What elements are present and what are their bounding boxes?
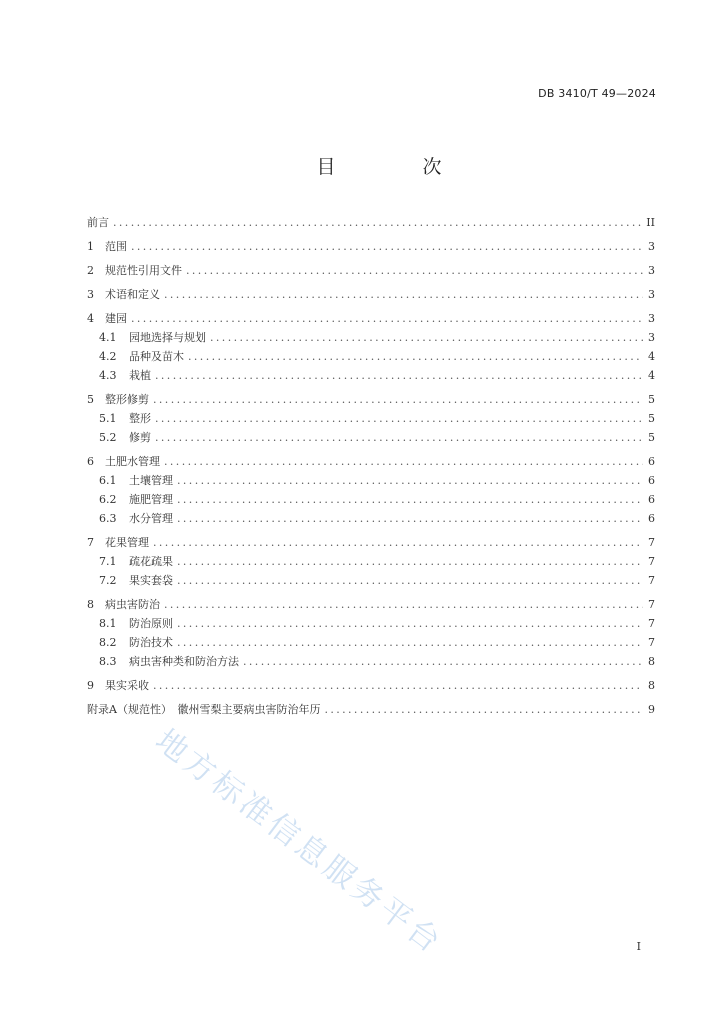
toc-leader-dots — [153, 680, 643, 692]
toc-entry[interactable] — [99, 494, 655, 506]
toc-entry[interactable] — [87, 537, 655, 549]
toc-entry[interactable] — [87, 313, 655, 325]
toc-entry[interactable] — [87, 289, 655, 301]
toc-entry-page: II — [646, 216, 655, 229]
toc-leader-dots — [153, 394, 643, 406]
toc-leader-dots — [210, 332, 643, 344]
toc-entry-page: 3 — [648, 240, 655, 253]
toc-entry-page: 6 — [648, 474, 655, 487]
toc-entry-number: 9 — [87, 679, 94, 692]
toc-entry-number: 7.2 — [99, 574, 117, 587]
toc-entry-number: 5.2 — [99, 431, 117, 444]
toc-leader-dots — [324, 704, 643, 716]
toc-entry-title: 建园 — [105, 312, 127, 325]
toc-entry[interactable] — [87, 217, 655, 229]
toc-entry-title: 病虫害防治 — [105, 598, 160, 611]
toc-entry-title: 疏花疏果 — [129, 555, 173, 568]
toc-entry-number: 8.2 — [99, 636, 117, 649]
toc-entry-title: 品种及苗木 — [129, 350, 184, 363]
toc-entry-page: 7 — [648, 574, 655, 587]
toc-entry-number: 6.3 — [99, 512, 117, 525]
toc-entry-number: 4.1 — [99, 331, 117, 344]
toc-entry-page: 3 — [648, 264, 655, 277]
toc-leader-dots — [177, 618, 643, 630]
toc-entry-title: 规范性引用文件 — [105, 264, 182, 277]
toc-entry-title: 花果管理 — [105, 536, 149, 549]
toc-entry[interactable] — [99, 351, 655, 363]
toc-leader-dots — [153, 537, 643, 549]
toc-leader-dots — [155, 370, 643, 382]
page-number: I — [636, 940, 641, 953]
toc-entry-number: 5.1 — [99, 412, 117, 425]
toc-entry-number: 4.2 — [99, 350, 117, 363]
toc-leader-dots — [177, 475, 643, 487]
toc-entry-number: 7.1 — [99, 555, 117, 568]
toc-entry-title: 土壤管理 — [129, 474, 173, 487]
toc-entry-title: 园地选择与规划 — [129, 331, 206, 344]
toc-entry[interactable] — [99, 332, 655, 344]
toc-entry-page: 7 — [648, 555, 655, 568]
toc-leader-dots — [131, 241, 643, 253]
toc-entry-number: 6 — [87, 455, 94, 468]
toc-leader-dots — [177, 556, 643, 568]
toc-entry[interactable] — [87, 241, 655, 253]
toc-entry-title: 整形 — [129, 412, 151, 425]
toc-entry[interactable] — [99, 656, 655, 668]
toc-entry-title: 病虫害种类和防治方法 — [129, 655, 239, 668]
toc-leader-dots — [243, 656, 643, 668]
toc-entry-page: 6 — [648, 455, 655, 468]
toc-entry[interactable] — [99, 618, 655, 630]
toc-entry-number: 6.1 — [99, 474, 117, 487]
toc-entry-title: 水分管理 — [129, 512, 173, 525]
toc-entry-number: 5 — [87, 393, 94, 406]
toc-entry-page: 4 — [648, 369, 655, 382]
toc-leader-dots — [113, 217, 642, 229]
toc-entry-title: 前言 — [87, 216, 109, 229]
toc-entry[interactable] — [99, 413, 655, 425]
toc-entry[interactable] — [99, 575, 655, 587]
toc-entry[interactable] — [99, 370, 655, 382]
toc-entry-number: 4 — [87, 312, 94, 325]
toc-entry[interactable] — [99, 556, 655, 568]
toc-entry-title: 施肥管理 — [129, 493, 173, 506]
toc-entry-page: 6 — [648, 493, 655, 506]
toc-entry-number: 8.1 — [99, 617, 117, 630]
toc-entry[interactable] — [87, 394, 655, 406]
toc-entry-number: 2 — [87, 264, 94, 277]
toc-entry-page: 7 — [648, 598, 655, 611]
toc-entry-title: 防治技术 — [129, 636, 173, 649]
toc-entry-page: 7 — [648, 617, 655, 630]
toc-leader-dots — [188, 351, 643, 363]
toc-entry-page: 3 — [648, 331, 655, 344]
toc-entry[interactable] — [99, 475, 655, 487]
toc-entry[interactable] — [99, 432, 655, 444]
toc-entry-title: 修剪 — [129, 431, 151, 444]
toc-entry-number: 7 — [87, 536, 94, 549]
toc-leader-dots — [164, 289, 643, 301]
toc-entry[interactable] — [99, 637, 655, 649]
toc-entry[interactable] — [99, 513, 655, 525]
toc-entry-number: 4.3 — [99, 369, 117, 382]
toc-leader-dots — [177, 575, 643, 587]
document-code: DB 3410/T 49—2024 — [538, 87, 656, 100]
toc-leader-dots — [177, 513, 643, 525]
toc-entry-page: 3 — [648, 312, 655, 325]
toc-title: 目 次 — [316, 156, 476, 178]
toc-entry[interactable] — [87, 704, 655, 716]
toc-entry-number: 3 — [87, 288, 94, 301]
toc-entry-page: 7 — [648, 636, 655, 649]
toc-entry-title: 果实套袋 — [129, 574, 173, 587]
toc-leader-dots — [164, 599, 643, 611]
toc-entry[interactable] — [87, 265, 655, 277]
toc-entry-title: 整形修剪 — [105, 393, 149, 406]
toc-entry-title: 范围 — [105, 240, 127, 253]
toc-entry-title: 附录A（规范性） 徽州雪梨主要病虫害防治年历 — [87, 703, 321, 716]
toc-entry-page: 8 — [648, 655, 655, 668]
toc-entry-number: 8 — [87, 598, 94, 611]
toc-leader-dots — [177, 637, 643, 649]
toc-entry-page: 6 — [648, 512, 655, 525]
toc-leader-dots — [186, 265, 643, 277]
toc-leader-dots — [164, 456, 643, 468]
toc-entry-page: 5 — [648, 412, 655, 425]
toc-leader-dots — [177, 494, 643, 506]
toc-entry-page: 4 — [648, 350, 655, 363]
toc-leader-dots — [155, 413, 643, 425]
toc-entry-page: 7 — [648, 536, 655, 549]
toc-entry-page: 5 — [648, 431, 655, 444]
toc-entry-number: 8.3 — [99, 655, 117, 668]
toc-entry-page: 8 — [648, 679, 655, 692]
toc-entry-title: 防治原则 — [129, 617, 173, 630]
watermark: 地方标准信息服务平台 — [148, 722, 450, 962]
toc-leader-dots — [155, 432, 643, 444]
toc-entry[interactable] — [87, 599, 655, 611]
toc-entry-page: 9 — [648, 703, 655, 716]
toc-entry[interactable] — [87, 456, 655, 468]
toc-entry-title: 土肥水管理 — [105, 455, 160, 468]
toc-entry-number: 6.2 — [99, 493, 117, 506]
toc-entry-page: 5 — [648, 393, 655, 406]
toc-entry-title: 栽植 — [129, 369, 151, 382]
toc-leader-dots — [131, 313, 643, 325]
toc-entry[interactable] — [87, 680, 655, 692]
toc-entry-number: 1 — [87, 240, 94, 253]
toc-entry-title: 术语和定义 — [105, 288, 160, 301]
toc-entry-page: 3 — [648, 288, 655, 301]
toc-entry-title: 果实采收 — [105, 679, 149, 692]
